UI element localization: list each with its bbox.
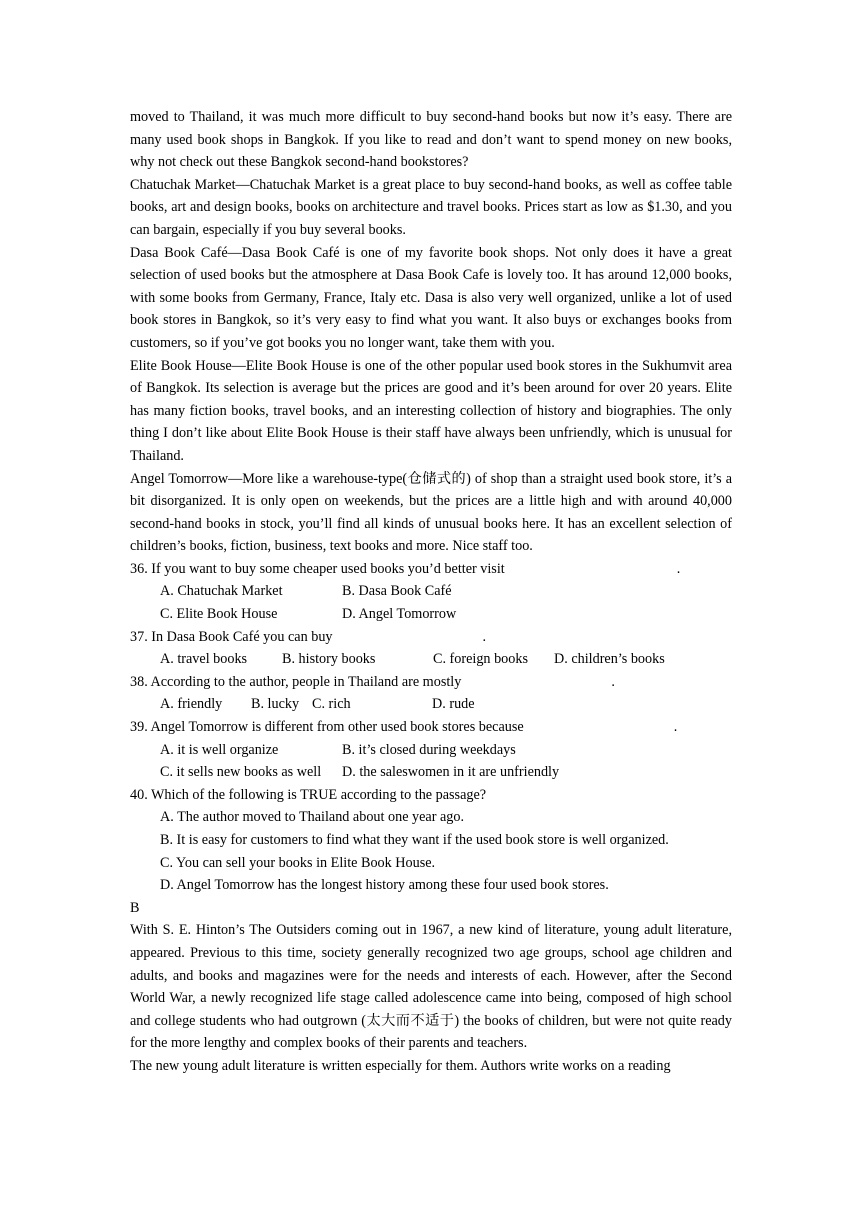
question-37-stem: 37. In Dasa Book Café you can buy [130,628,333,645]
option-c: C. rich [312,696,351,713]
question-38-options [130,693,732,716]
option-c: C. Elite Book House [160,606,278,623]
option-d: D. Angel Tomorrow [342,606,457,623]
question-36-options [130,580,732,603]
question-40-option-a: A. The author moved to Thailand about one year ago. [160,809,465,826]
passage-angel: Angel Tomorrow—More like a warehouse-type(仓储式的) of shop than a straight used book store, it’s a bit disorganized. It is only open on weekends, but the prices are a little high and with around 40,000 second-hand books in stock, you’ll find all kinds of unusual books here. It has an excellent selection of children’s books, fiction, business, text books and more. Nice staff too. [130,470,732,555]
question-40-option-c: C. You can sell your books in Elite Book House. [160,854,436,871]
option-b: B. it’s closed during weekdays [342,741,516,758]
option-b: B. lucky [251,696,300,713]
section-b-heading: B [130,899,140,916]
question-36-options-2 [130,603,732,626]
passage-chatuchak: Chatuchak Market—Chatuchak Market is a great place to buy second-hand books, as well as coffee table books, art and design books, books on architecture and travel books. Prices start as low as $1.30, and you can bargain, especially if you buy several books. [130,176,732,238]
question-38: 38. According to the author, people in Thailand are mostly . [130,673,615,690]
option-d: D. the saleswomen in it are unfriendly [342,764,560,781]
question-40-option-b: B. It is easy for customers to find what they want if the used book store is well organized. [160,832,669,848]
question-38-stem: 38. According to the author, people in Thailand are mostly [130,673,462,690]
option-c: C. it sells new books as well [160,764,322,781]
option-b: B. history books [282,651,376,668]
option-a: A. Chatuchak Market [160,583,283,600]
option-d: D. rude [432,696,475,713]
question-39-stem: 39. Angel Tomorrow is different from other used book stores because [130,719,524,736]
section-b-paragraph-1: With S. E. Hinton’s The Outsiders coming out in 1967, a new kind of literature, young adult literature, appeared. Previous to this time, society generally recognized two age groups, school age children and adults, and books and magazines were for the needs and interests of each. However, after the Second World War, a newly recognized life stage called adolescence came into being, composed of high school and college students who had outgrown (太大而不适于) the books of children, but were not quite ready for the more lengthy and complex books of their parents and teachers. [130,922,732,1052]
passage-intro: moved to Thailand, it was much more difficult to buy second-hand books but now it’s easy. There are many used book shops in Bangkok. If you like to read and don’t want to spend money on new books, why not check out these Bangkok second-hand bookstores? [130,109,732,171]
option-b: B. Dasa Book Café [342,583,452,600]
option-a: A. travel books [160,651,248,668]
section-b-paragraph-2: The new young adult literature is written especially for them. Authors write works on a reading [130,1057,671,1074]
question-40-option-d: D. Angel Tomorrow has the longest history among these four used book stores. [160,877,609,894]
question-39-options [130,739,732,762]
option-a: A. friendly [160,696,223,713]
passage-elite: Elite Book House—Elite Book House is one of the other popular used book stores in the Sukhumvit area of Bangkok. Its selection is average but the prices are good and it’s been around for over 20 years. Elite has many fiction books, travel books, and an interesting collection of history and biographies. The only thing I don’t like about Elite Book House is their staff have always been unfriendly, which is unusual for Thailand. [130,357,732,464]
question-37-options [130,648,732,671]
option-c: C. foreign books [433,651,528,668]
question-36: 36. If you want to buy some cheaper used books you’d better visit . [130,560,681,577]
question-36-stem: 36. If you want to buy some cheaper used books you’d better visit [130,560,505,577]
question-40-stem: 40. Which of the following is TRUE according to the passage? [130,786,487,803]
question-40 [130,784,732,807]
question-39-options-2 [130,761,732,784]
passage-dasa: Dasa Book Café—Dasa Book Café is one of my favorite book shops. Not only does it have a great selection of used books but the atmosphere at Dasa Book Cafe is lovely too. It has around 12,000 books, with some books from Germany, France, Italy etc. Dasa is also very well organized, unlike a lot of used book stores in Bangkok, so it’s very easy to find what you want. It also buys or exchanges books from customers, so if you’ve got books you no longer want, take them with you. [130,244,732,351]
option-a: A. it is well organize [160,741,279,758]
question-37: 37. In Dasa Book Café you can buy . [130,628,487,645]
option-d: D. children’s books [554,651,665,668]
question-39: 39. Angel Tomorrow is different from other used book stores because . [130,719,678,736]
